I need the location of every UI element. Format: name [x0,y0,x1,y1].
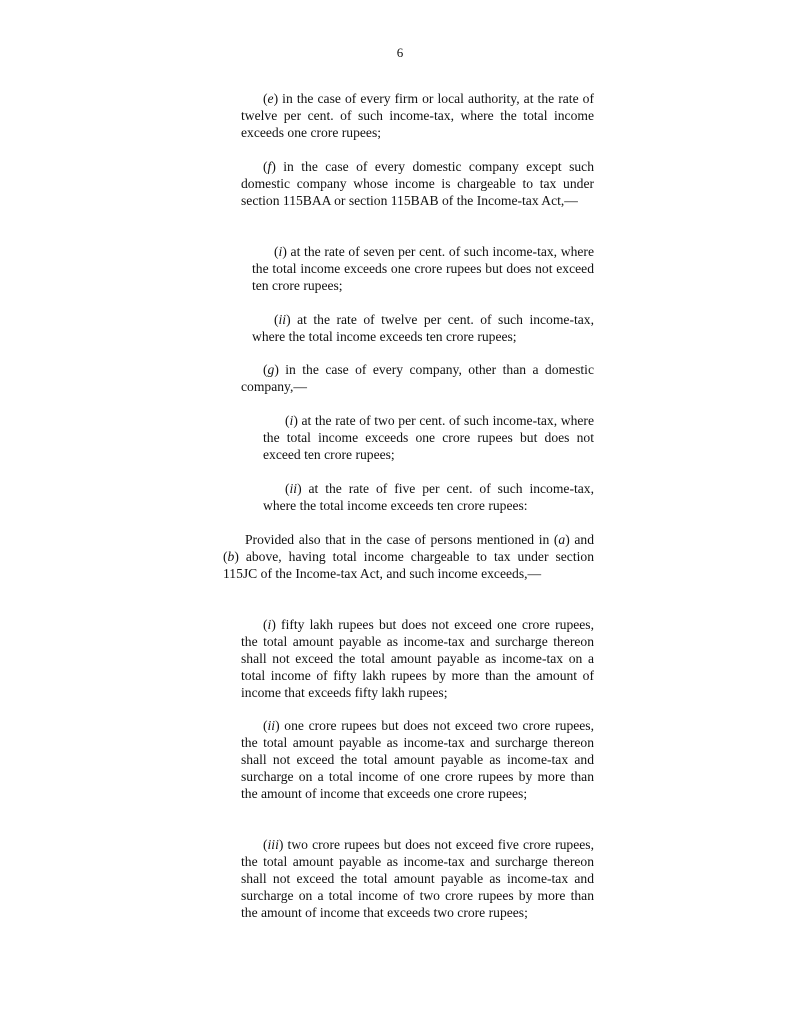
clause-open-paren: ( [274,244,279,259]
clause-open-paren: ( [274,312,279,327]
clause-text: ) fifty lakh rupees but does not exceed one crore rupees, the total amount payable as income-tax and surcharge thereon shall not exceed the total amount payable as income-tax on a total income of fifty lakh rupees by more than the amount of income that exceeds fifty lakh rupees; [241,617,594,700]
subclause-f-ii [252,311,594,345]
clause-text: ) two crore rupees but does not exceed five crore rupees, the total amount payable as income-tax and surcharge thereon shall not exceed the total amount payable as income-tax and surcharge on a total income of two crore rupees by more than the amount of income that exceeds two crore rupees; [241,837,594,920]
clause-marker: g [267,362,275,377]
clause-text: ) at the rate of seven per cent. of such income-tax, where the total income exceeds one crore rupees but does not exceed ten crore rupees; [252,244,594,293]
clause-text: ) one crore rupees but does not exceed two crore rupees, the total amount payable as income-tax and surcharge thereon shall not exceed the total amount payable as income-tax and surcharge on a total income of one crore rupees by more than the amount of income that exceeds one crore rupees; [241,718,594,801]
clause-marker: iii [267,837,279,852]
clause-open-paren: ( [263,718,268,733]
proviso-text-mid: ) and ( [223,532,594,564]
clause-marker: ii [267,718,276,733]
clause-open-paren: ( [263,91,268,106]
clause-ref-b: b [227,549,235,564]
clause-open-paren: ( [285,413,290,428]
clause-text: ) at the rate of five per cent. of such income-tax, where the total income exceeds ten crore rupees: [263,481,594,513]
clause-open-paren: ( [263,617,268,632]
clause-marker: i [278,244,283,259]
proviso-item-iii [241,836,594,921]
subclause-g-ii [263,480,594,514]
proviso-text-end: ) above, having total income chargeable to tax under section 115JC of the Income-tax Act, and such income exceeds,— [223,549,594,581]
clause-text: ) in the case of every domestic company except such domestic company whose income is chargeable to tax under section 115BAA or section 115BAB of the Income-tax Act,— [241,159,594,208]
clause-marker: i [289,413,294,428]
clause-marker: e [267,91,274,106]
clause-ref-a: a [558,532,566,547]
clause-open-paren: ( [263,837,268,852]
subclause-f-i [252,243,594,294]
clause-open-paren: ( [263,159,268,174]
clause-open-paren: ( [263,362,268,377]
subclause-g-i [263,412,594,463]
clause-text: ) at the rate of twelve per cent. of such income-tax, where the total income exceeds ten crore rupees; [252,312,594,344]
proviso-text-start: Provided also that in the case of persons mentioned in ( [245,532,559,547]
clause-text: ) in the case of every firm or local authority, at the rate of twelve per cent. of such income-tax, where the total income exceeds one crore rupees; [241,91,594,140]
clause-f [241,158,594,209]
proviso-item-ii [241,717,594,802]
clause-marker: ii [278,312,287,327]
clause-marker: f [267,159,272,174]
clause-text: ) at the rate of two per cent. of such income-tax, where the total income exceeds one crore rupees but does not exceed ten crore rupees; [263,413,594,462]
clause-text: ) in the case of every company, other than a domestic company,— [241,362,594,394]
clause-marker: ii [289,481,298,496]
proviso [223,531,594,582]
clause-e [241,90,594,141]
page-number: 6 [396,45,404,60]
clause-open-paren: ( [285,481,290,496]
proviso-item-i [241,616,594,701]
clause-g [241,361,594,395]
clause-marker: i [267,617,272,632]
